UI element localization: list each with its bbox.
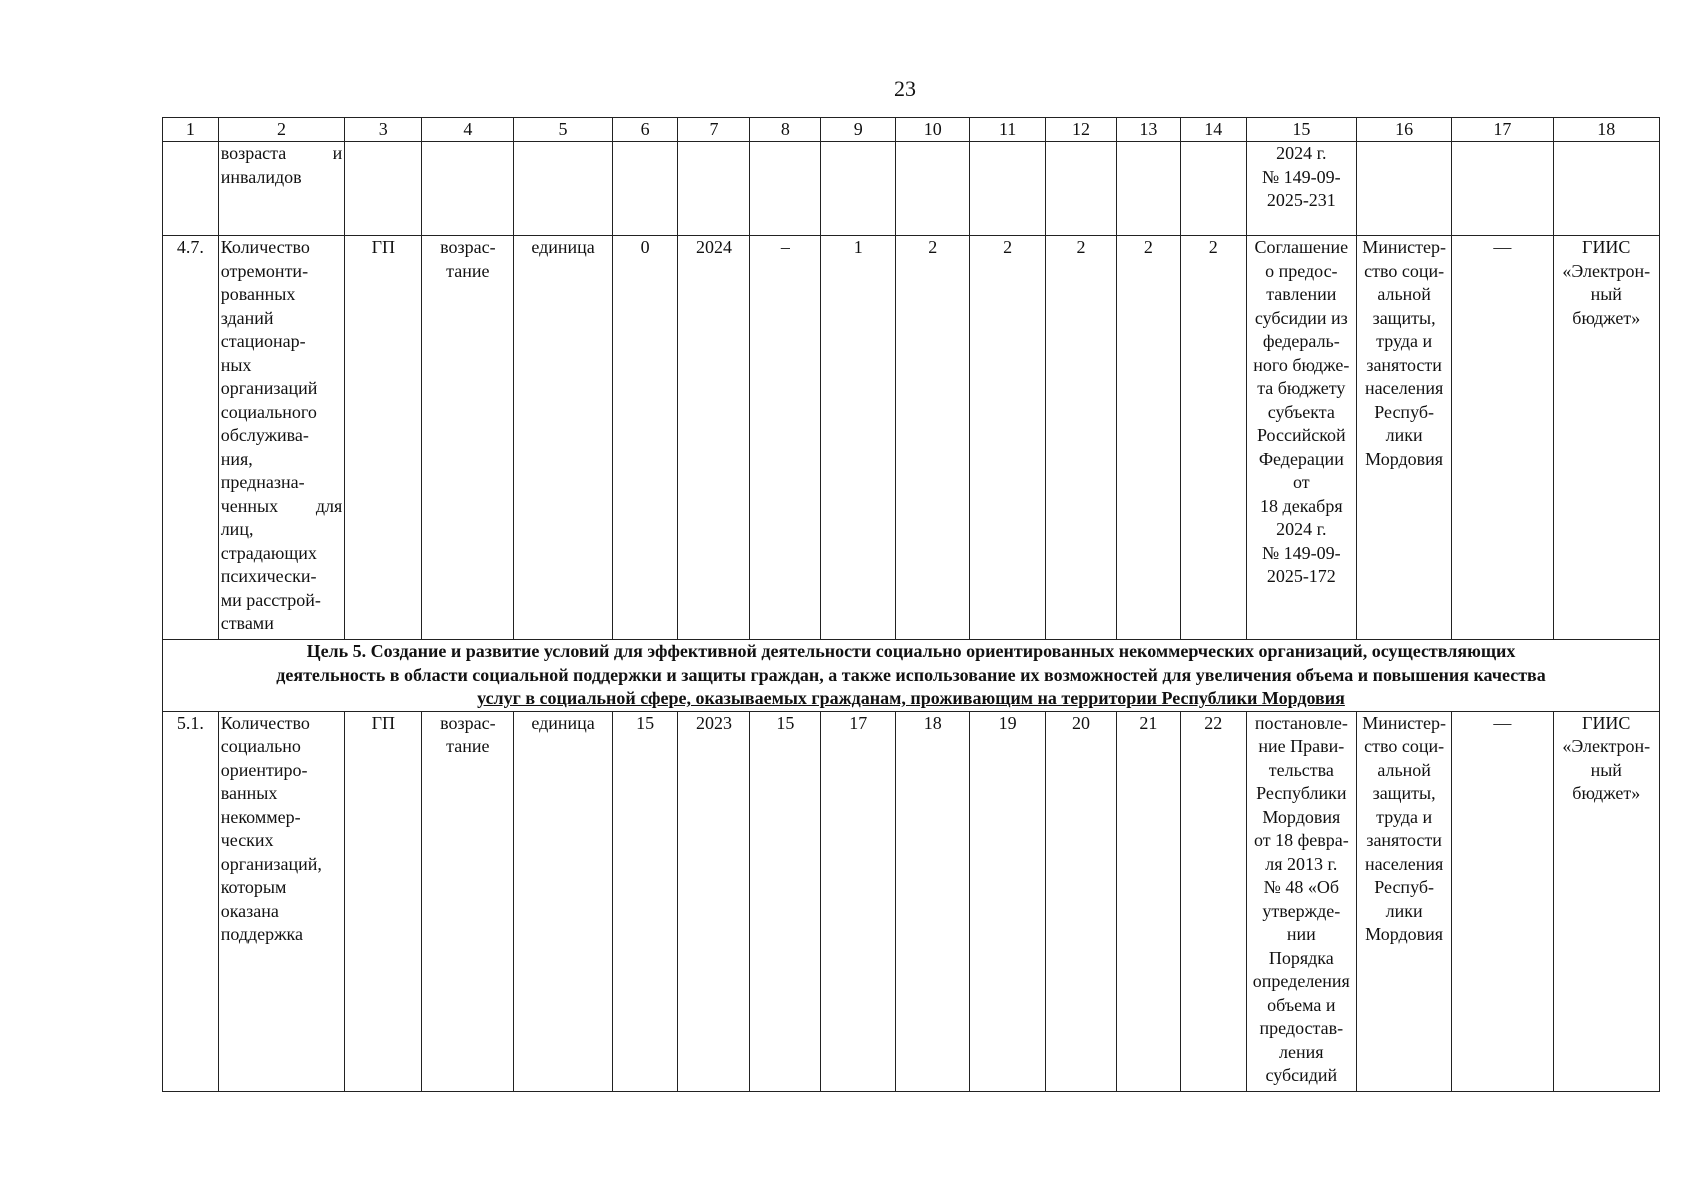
indicators-table [162, 117, 1660, 1092]
text-line: № 149-09- [1261, 542, 1341, 563]
text-line: лики [1385, 900, 1423, 921]
value-col-8: 15 [750, 711, 821, 1091]
text-line: инвалидов [220, 166, 302, 187]
text-line: субъекта [1267, 401, 1335, 422]
indicator-level: ГП [345, 236, 422, 640]
text-line: бюджет» [1572, 307, 1641, 328]
page-number: 23 [894, 76, 916, 101]
column-number: 11 [970, 118, 1046, 142]
base-value: 15 [612, 711, 678, 1091]
column-number: 9 [821, 118, 896, 142]
column-number: 10 [896, 118, 970, 142]
text-line: занятости [1366, 354, 1442, 375]
document-reference [1246, 236, 1356, 640]
text-line: федераль- [1262, 331, 1340, 351]
text-line: постановле- [1254, 712, 1348, 733]
information-system [1553, 236, 1660, 640]
document-reference [1246, 711, 1356, 1091]
text-line: некоммер- [220, 806, 301, 827]
text-line: ля 2013 г. [1265, 853, 1338, 874]
text-line: нии [1286, 924, 1316, 944]
value-col-13: 2 [1117, 236, 1181, 640]
text-line: 2025-231 [1266, 190, 1336, 210]
value-col-12: 2 [1046, 236, 1117, 640]
column-number: 5 [514, 118, 612, 142]
text-line: Количество [220, 712, 310, 733]
value-col-13: 21 [1117, 711, 1181, 1091]
text-line: Соглашение [1254, 237, 1349, 257]
text-line: ческих [220, 830, 274, 850]
value-col-9: 1 [821, 236, 896, 640]
text-line: отремонти- [220, 260, 309, 281]
text-line: Количество [220, 237, 310, 257]
row-number: 5.1. [163, 711, 219, 1091]
text-line: социально [220, 736, 301, 756]
text-line: ство соци- [1364, 736, 1445, 756]
text-line: субсидии из [1254, 307, 1348, 328]
value-col-11: 19 [970, 711, 1046, 1091]
text-line: занятости [1366, 830, 1442, 850]
column-number: 4 [422, 118, 514, 142]
text-line: о предос- [1265, 260, 1338, 281]
text-line: возраста и [220, 143, 343, 163]
indicator-name [218, 711, 345, 1091]
text-line: организаций [220, 378, 318, 398]
text-line: ство соци- [1364, 260, 1445, 281]
text-line: социального [220, 401, 317, 422]
column-number: 3 [345, 118, 422, 142]
base-year: 2023 [678, 711, 750, 1091]
base-year: 2024 [678, 236, 750, 640]
text-line: труда и [1376, 331, 1433, 351]
goal-5-heading [163, 640, 1660, 712]
text-line: ние Прави- [1258, 736, 1345, 756]
indicator-trend [422, 711, 514, 1091]
text-line: предостав- [1259, 1018, 1344, 1038]
indicator-trend [422, 236, 514, 640]
responsible-body [1357, 236, 1452, 640]
text-line: зданий [220, 307, 274, 328]
row-number: 4.7. [163, 236, 219, 640]
value-col-9: 17 [821, 711, 896, 1091]
text-line: от 18 февра- [1253, 830, 1349, 850]
text-line: предназна- [220, 472, 305, 492]
text-line: бюджет» [1572, 783, 1641, 803]
text-line: та бюджету [1257, 378, 1346, 398]
column-number: 16 [1357, 118, 1452, 142]
text-line: стационар- [220, 331, 306, 351]
text-line: ориентиро- [220, 759, 308, 780]
text-line: ного бюдже- [1253, 354, 1350, 375]
text-line: которым [220, 877, 287, 897]
text-line: № 48 «Об [1263, 877, 1339, 897]
text-line: ния, [220, 448, 253, 469]
text-line: ми расстрой- [220, 589, 321, 610]
text-line: лики [1385, 425, 1423, 445]
value-col-12: 20 [1046, 711, 1117, 1091]
text-line: Мордовия [1365, 924, 1444, 944]
text-line: Министер- [1362, 237, 1446, 257]
value-col-14: 2 [1180, 236, 1246, 640]
text-line: тание [446, 736, 490, 756]
column-number: 2 [218, 118, 345, 142]
text-line: «Электрон- [1562, 260, 1651, 281]
text-line: тание [446, 260, 490, 281]
column-number: 12 [1046, 118, 1117, 142]
text-line: населения [1364, 853, 1444, 874]
text-line: возрас- [440, 712, 496, 733]
document-continuation [1246, 142, 1356, 236]
unit-of-measure: единица [514, 711, 612, 1091]
text-line: определения [1252, 971, 1350, 991]
text-line: тельства [1268, 759, 1334, 780]
text-line: ления [1279, 1041, 1324, 1062]
text-line: Республики [1256, 783, 1347, 803]
text-line: 2024 г. [1276, 143, 1327, 163]
text-line: обслужива- [220, 425, 309, 445]
indicator-level: ГП [345, 711, 422, 1091]
text-line: ствами [220, 613, 274, 633]
text-line: Респуб- [1374, 401, 1434, 422]
indicator-name [218, 236, 345, 640]
text-line: защиты, [1372, 783, 1436, 803]
text-line: ГИИС [1582, 712, 1631, 733]
text-line: населения [1364, 378, 1444, 398]
value-col-17: — [1452, 236, 1553, 640]
text-line: альной [1377, 284, 1431, 304]
text-line: субсидий [1265, 1065, 1338, 1085]
text-line: тавлении [1266, 284, 1337, 304]
text-line: Министер- [1362, 712, 1446, 733]
text-line: объема и [1267, 994, 1336, 1015]
text-line: 18 декабря [1260, 495, 1343, 516]
text-line: Респуб- [1374, 877, 1434, 897]
table-row [163, 236, 1660, 640]
table-row [163, 711, 1660, 1091]
base-value: 0 [612, 236, 678, 640]
text-line: рованных [220, 284, 296, 304]
continuation-row [163, 142, 1660, 236]
text-line: Порядка [1268, 947, 1334, 968]
column-number: 14 [1180, 118, 1246, 142]
text-line: защиты, [1372, 307, 1436, 328]
column-number: 13 [1117, 118, 1181, 142]
text-line: оказана [220, 900, 279, 921]
column-number: 18 [1553, 118, 1660, 142]
text-line: деятельность в области социальной поддержки и защиты граждан, а также использование их возможностей для увеличения объема и повышения качества [276, 664, 1546, 685]
value-col-17: — [1452, 711, 1553, 1091]
column-number-row [163, 118, 1660, 142]
text-line: ванных [220, 783, 278, 803]
text-line: Мордовия [1262, 806, 1341, 827]
responsible-body [1357, 711, 1452, 1091]
column-number: 17 [1452, 118, 1553, 142]
goal-row [163, 640, 1660, 712]
text-line: альной [1377, 759, 1431, 780]
text-line: труда и [1376, 806, 1433, 827]
text-line: организаций, [220, 853, 322, 874]
text-line: от [1293, 472, 1310, 492]
text-line: № 149-09- [1261, 166, 1341, 187]
text-line: ГИИС [1582, 237, 1631, 257]
value-col-10: 2 [896, 236, 970, 640]
text-line: Российской [1256, 425, 1346, 445]
column-number: 1 [163, 118, 219, 142]
text-line: возрас- [440, 237, 496, 257]
text-line: Федерации [1258, 448, 1344, 469]
text-line: услуг в социальной сфере, оказываемых гражданам, проживающим на территории Республики Мордовия [477, 688, 1345, 708]
column-number: 8 [750, 118, 821, 142]
text-line: ный [1590, 284, 1622, 304]
column-number: 7 [678, 118, 750, 142]
value-col-11: 2 [970, 236, 1046, 640]
information-system [1553, 711, 1660, 1091]
text-line: 2024 г. [1276, 519, 1327, 539]
text-line: Цель 5. Создание и развитие условий для эффективной деятельности социально ориентированных некоммерческих организаций, осуществляющих [306, 641, 1516, 661]
text-line: поддержка [220, 924, 304, 944]
text-line: страдающих [220, 542, 317, 563]
indicator-name-continuation [218, 142, 345, 236]
text-line: лиц, [220, 519, 254, 539]
text-line: «Электрон- [1562, 736, 1651, 756]
text-line: Мордовия [1365, 448, 1444, 469]
value-col-14: 22 [1180, 711, 1246, 1091]
text-line: утвержде- [1262, 900, 1341, 921]
column-number: 15 [1246, 118, 1356, 142]
value-col-8: – [750, 236, 821, 640]
column-number: 6 [612, 118, 678, 142]
text-line: психически- [220, 566, 317, 586]
unit-of-measure: единица [514, 236, 612, 640]
value-col-10: 18 [896, 711, 970, 1091]
text-line: ченных для [220, 495, 343, 516]
text-line: 2025-172 [1266, 566, 1336, 586]
text-line: ных [220, 354, 252, 375]
text-line: ный [1590, 759, 1622, 780]
